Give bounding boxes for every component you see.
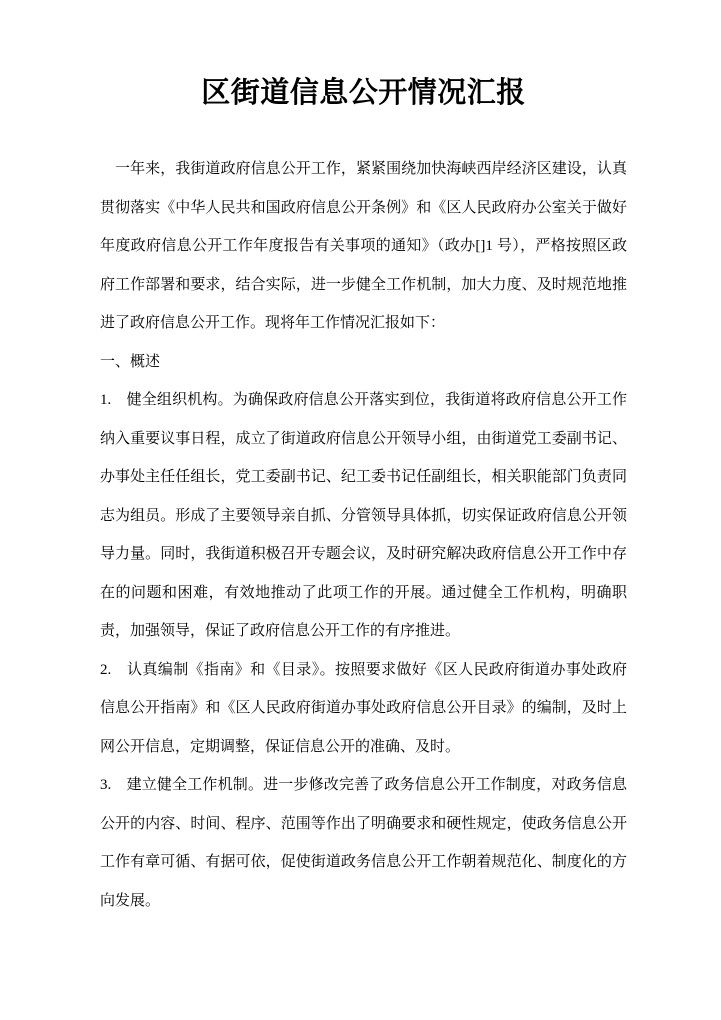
numbered-paragraph-2: 2. 认真编制《指南》和《目录》。按照要求做好《区人民政府街道办事处政府信息公开指南》和《区人民政府街道办事处政府信息公开目录》的编制，及时上网公开信息，定期调整，保证信息公开的准确、及时。 [100,661,627,755]
numbered-paragraph-1: 1. 健全组织机构。为确保政府信息公开落实到位，我街道将政府信息公开工作纳入重要议事日程，成立了街道政府信息公开领导小组，由街道党工委副书记、办事处主任任组长，党工委副书记、纪工委书记任副组长，相关职能部门负责同志为组员。形成了主要领导亲自抓、分管领导具体抓，切实保证政府信息公开领导力量。同时，我街道积极召开专题会议，及时研究解决政府信息公开工作中存在的问题和困难，有效地推动了此项工作的开展。通过健全工作机构，明确职责，加强领导，保证了政府信息公开工作的有序推进。 [100,392,627,639]
numbered-paragraph-3: 3. 建立健全工作机制。进一步修改完善了政务信息公开工作制度，对政务信息公开的内容、时间、程序、范围等作出了明确要求和硬性规定，使政务信息公开工作有章可循、有据可依，促使街道政务信息公开工作朝着规范化、制度化的方向发展。 [100,777,627,909]
section-heading-overview: 一、概述 [100,353,161,370]
intro-paragraph: 一年来，我街道政府信息公开工作，紧紧围绕加快海峡西岸经济区建设，认真贯彻落实《中华人民共和国政府信息公开条例》和《区人民政府办公室关于做好年度政府信息公开工作年度报告有关事项的通知》（政办[]1 号），严格按照区政府工作部署和要求，结合实际，进一步健全工作机制，加大力度、及时规范地推进了政府信息公开工作。现将年工作情况汇报如下： [100,161,627,331]
document-title: 区街道信息公开情况汇报 [201,77,526,109]
